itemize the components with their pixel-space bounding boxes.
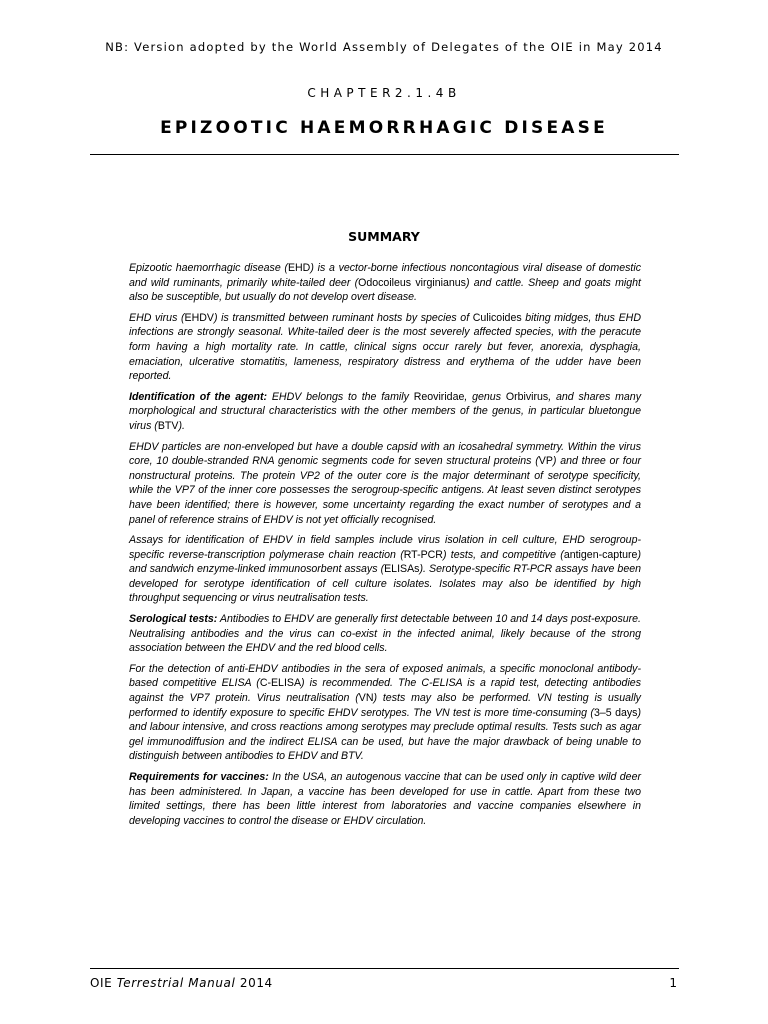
paragraph-assays: Assays for identification of EHDV in field samples include virus isolation in cell culture, EHD serogroup-specific reverse-transcription polymerase chain reaction (RT-PCR) tests, and competitive (antigen-capture) and sandwich enzyme-linked immunosorbent assays (ELISAs). Serotype-specific RT-PCR assays have been developed for serotype identification of cell culture isolates. Isolates may also be identified by high throughput sequencing or virus neutralisation tests.	[129, 534, 641, 605]
paragraph-ehd-definition: Epizootic haemorrhagic disease (EHD) is a vector-borne infectious noncontagious viral disease of domestic and wild ruminants, primarily white-tailed deer (Odocoileus virginianus) and cattle. Sheep and goats might also be susceptible, but usually do not develop overt disease.	[129, 262, 641, 304]
summary-body	[129, 261, 641, 834]
footer-manual: OIE Terrestrial Manual 2014	[90, 976, 273, 990]
version-note: NB: Version adopted by the World Assembly of Delegates of the OIE in May 2014	[105, 40, 663, 54]
summary-heading: SUMMARY	[348, 229, 420, 244]
paragraph-transmission: EHD virus (EHDV) is transmitted between ruminant hosts by species of Culicoides biting midges, thus EHD infections are strongly seasonal. White-tailed deer is the most severely affected species, with the peracute form having a high mortality rate. In cattle, clinical signs occur rarely but fever, anorexia, dysphagia, emaciation, ulcerative stomatitis, lameness, respiratory distress and erythema of the udder have been reported.	[129, 311, 641, 383]
paragraph-serological-tests: Serological tests: Antibodies to EHDV are generally first detectable between 10 and 14 days post-exposure. Neutralising antibodies and the virus can co-exist in the infected animal, likely because of the strong association between the EHDV and the red blood cells.	[129, 613, 641, 655]
footer-divider	[90, 968, 679, 969]
paragraph-particles: EHDV particles are non-enveloped but have a double capsid with an icosahedral symmetry. Within the virus core, 10 double-stranded RNA genomic segments code for seven structural proteins (VP) and three or four nonstructural proteins. The protein VP2 of the outer core is the major determinant of serotype specificity, while the VP7 of the inner core possesses the serogroup-specific antigens. At least seven distinct serotypes have been identified; there is however, some uncertainty regarding the exact number of serotypes and a panel of reference strains of EHDV is not yet officially recognised.	[129, 440, 642, 526]
page-number: 1	[669, 976, 677, 990]
paragraph-antibody-detection: For the detection of anti-EHDV antibodies in the sera of exposed animals, a specific monoclonal antibody-based competitive ELISA (C-ELISA) is recommended. The C-ELISA is a rapid test, detecting antibodies against the VP7 protein. Virus neutralisation (VN) tests may also be performed. VN testing is usually performed to identify exposure to specific EHDV serotypes. The VN test is more time-consuming (3–5 days) and labour intensive, and cross reactions among serotypes may preclude optimal results. Tests such as agar gel immunodiffusion and the indirect ELISA can be used, but have the major drawback of being unable to distinguish between antibodies to EHDV and BTV.	[129, 662, 641, 763]
chapter-number: CHAPTER2.1.4B	[307, 86, 461, 100]
paragraph-vaccines: Requirements for vaccines: In the USA, an autogenous vaccine that can be used only in captive wild deer has been administered. In Japan, a vaccine has been developed for use in cattle. Apart from these two limited settings, there has been little interest from laboratories and vaccine companies elsewhere in developing vaccines to control the disease or EHDV circulation.	[129, 771, 641, 827]
header-divider	[90, 154, 679, 155]
paragraph-identification: Identification of the agent: EHDV belongs to the family Reoviridae, genus Orbivirus, and shares many morphological and structural characteristics with the other members of the genus, in particular bluetongue virus (BTV).	[129, 390, 641, 432]
chapter-title: EPIZOOTIC HAEMORRHAGIC DISEASE	[160, 118, 608, 138]
